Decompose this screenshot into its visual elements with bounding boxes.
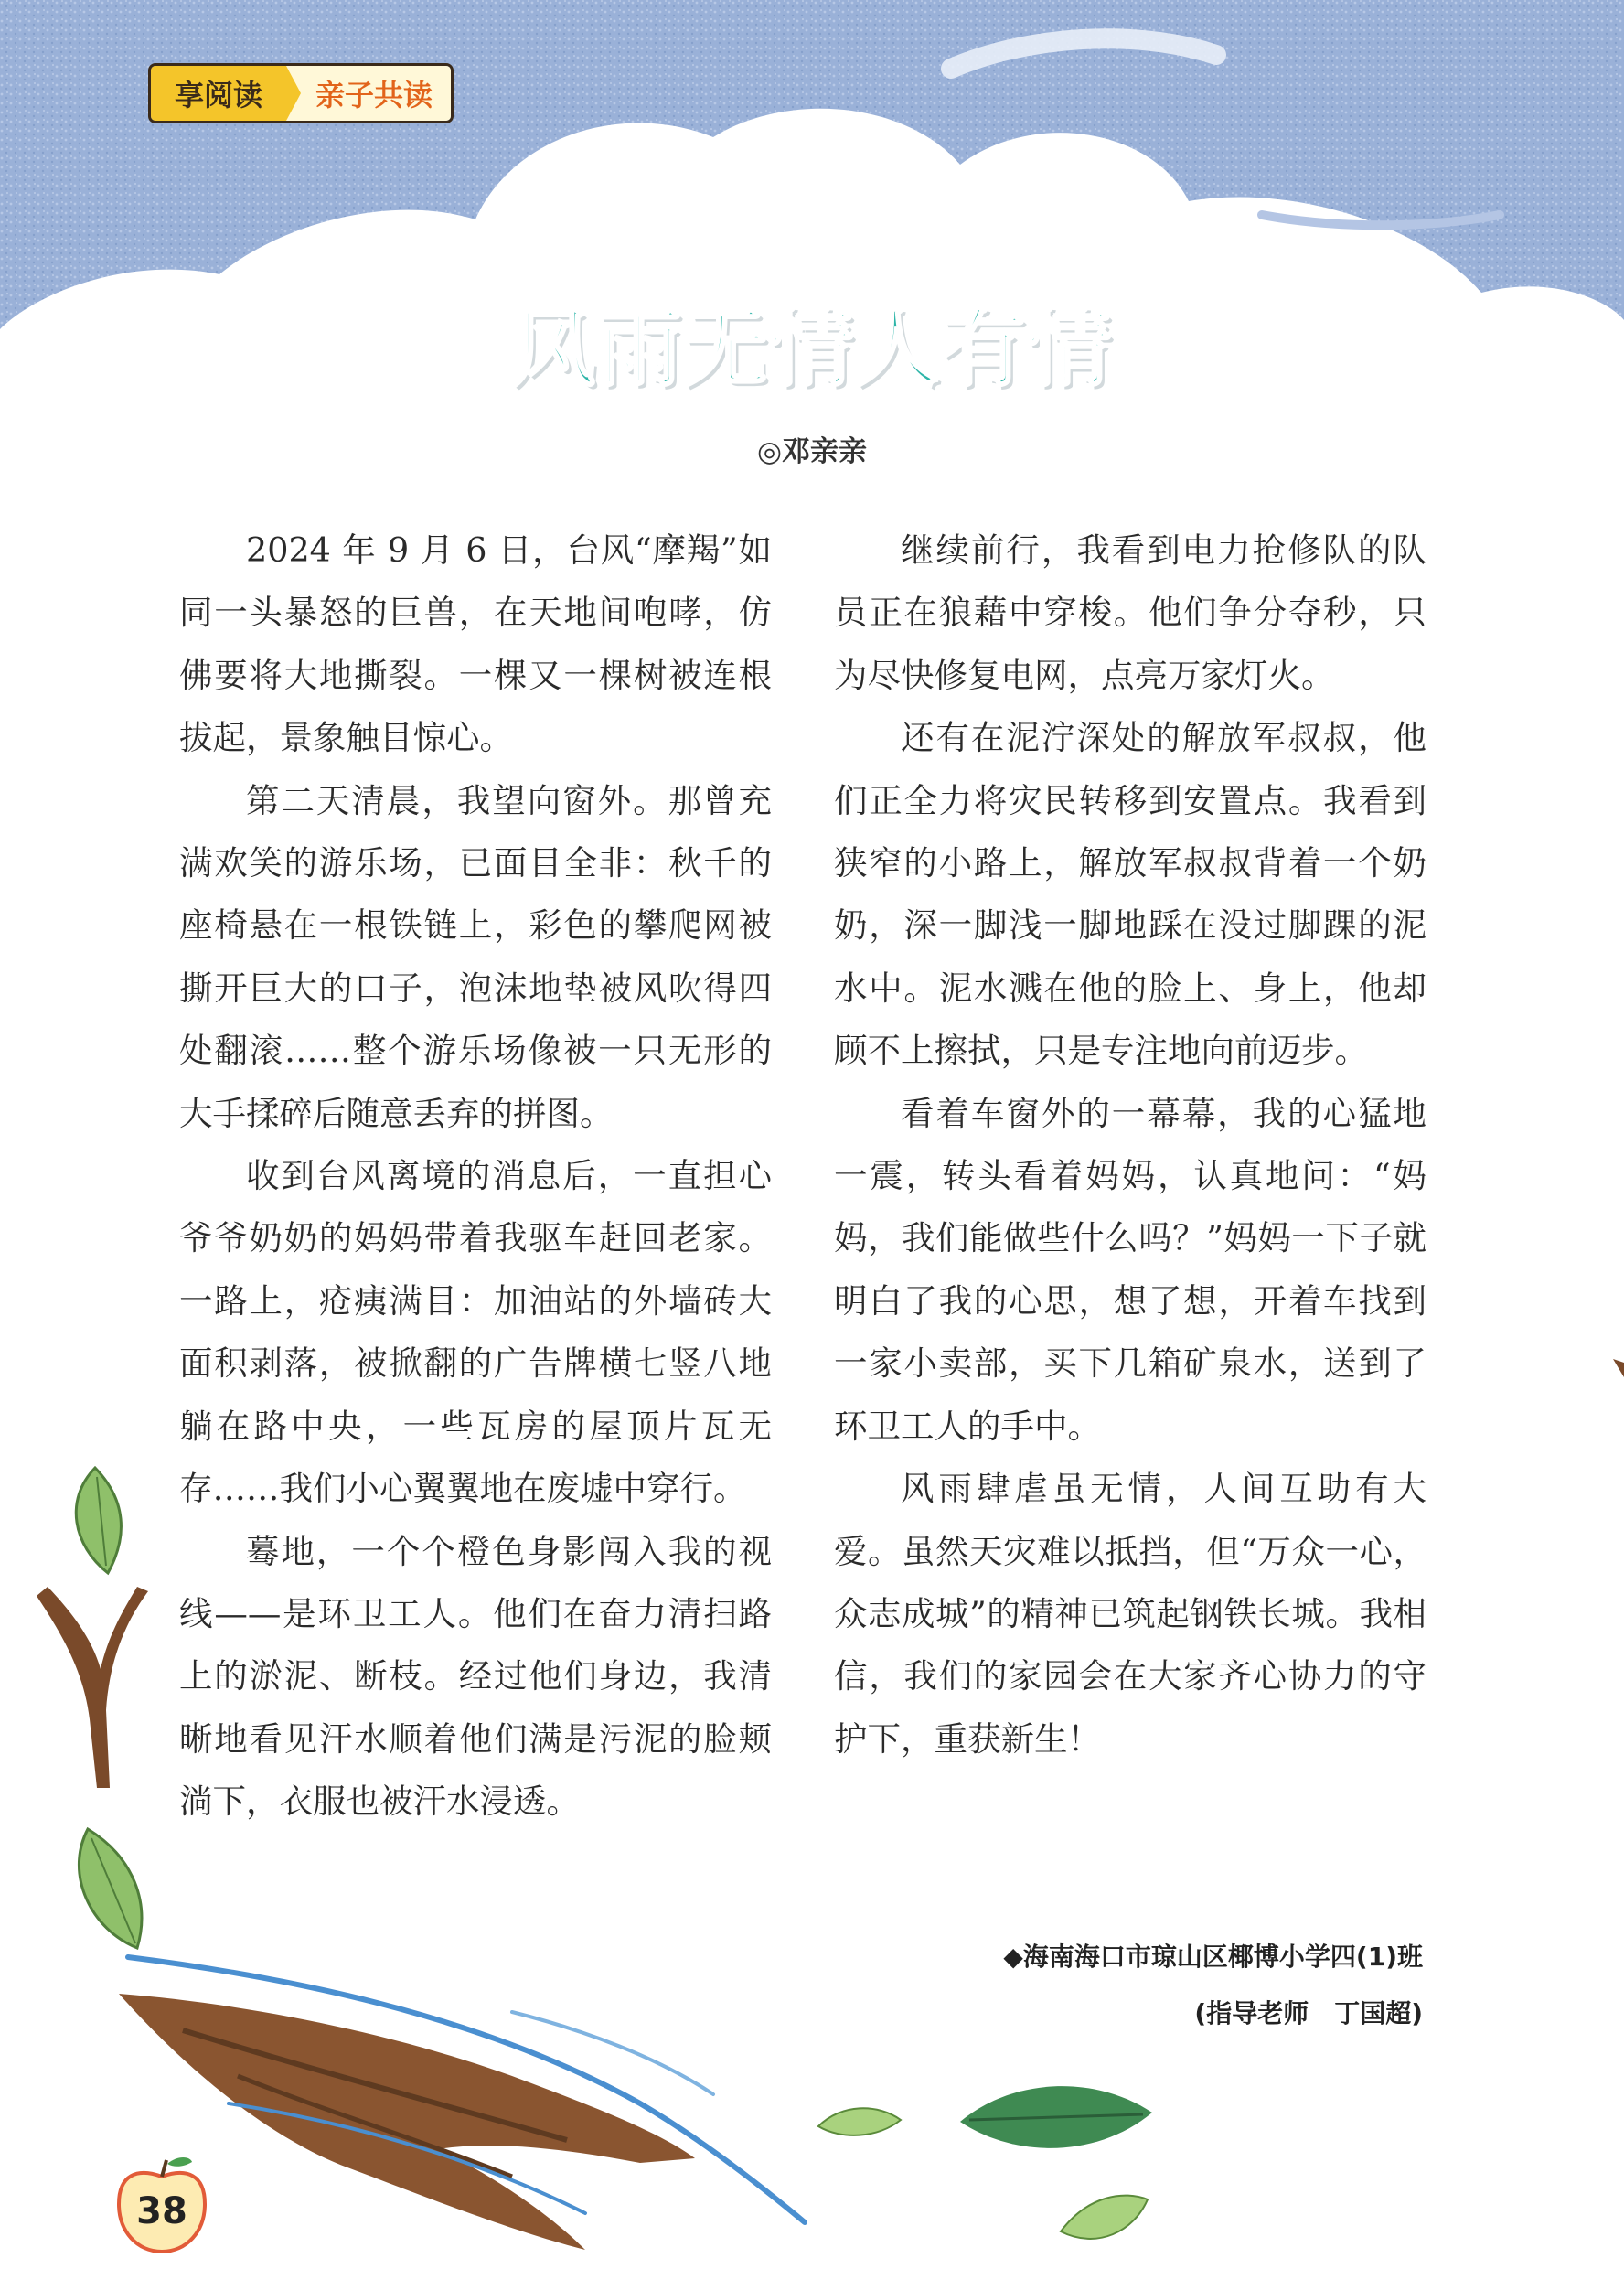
paragraph: 2024 年 9 月 6 日，台风“摩羯”如同一头暴怒的巨兽，在天地间咆哮，仿佛要将大地撕裂。一棵又一棵树被连根拔起，景象触目惊心。 [179, 530, 772, 758]
article-title: 风雨无情人有情 [510, 300, 1113, 398]
author-school: ◆海南海口市琼山区椰博小学四(1)班 [1003, 1942, 1423, 1972]
text-column-right [834, 519, 1426, 1771]
paragraph: 还有在泥泞深处的解放军叔叔，他们正全力将灾民转移到安置点。我看到狭窄的小路上，解放军叔叔背着一个奶奶，深一脚浅一脚地踩在没过脚踝的泥水中。泥水溅在他的脸上、身上，他却顾不上擦拭，只是专注地向前迈步。 [834, 718, 1426, 1071]
page-number: 38 [136, 2190, 187, 2232]
paragraph: 第二天清晨，我望向窗外。那曾充满欢笑的游乐场，已面目全非：秋千的座椅悬在一根铁链上，彩色的攀爬网被撕开巨大的口子，泡沫地垫被风吹得四处翻滚……整个游乐场像被一只无形的大手揉碎后随意丢弃的拼图。 [179, 780, 772, 1133]
paragraph: 风雨肆虐虽无情，人间互助有大爱。虽然天灾难以抵挡，但“万众一心，众志成城”的精神已筑起钢铁长城。我相信，我们的家园会在大家齐心协力的守护下，重获新生！ [834, 1469, 1426, 1759]
tag-subcategory: 亲子共读 [286, 66, 451, 121]
instructor-credit: (指导老师 丁国超) [1194, 1998, 1423, 2028]
article-author: ◎邓亲亲 [756, 435, 868, 468]
section-tag [148, 63, 454, 123]
paragraph: 蓦地，一个个橙色身影闯入我的视线——是环卫工人。他们在奋力清扫路上的淤泥、断枝。经过他们身边，我清晰地看见汗水顺着他们满是污泥的脸颊淌下，衣服也被汗水浸透。 [179, 1531, 772, 1822]
paragraph: 收到台风离境的消息后，一直担心爷爷奶奶的妈妈带着我驱车赶回老家。一路上，疮痍满目：加油站的外墙砖大面积剥落，被掀翻的广告牌横七竖八地躺在路中央，一些瓦房的屋顶片瓦无存……我们小心翼翼地在废墟中穿行。 [179, 1156, 772, 1509]
text-column-left [179, 519, 772, 1834]
tag-category: 享阅读 [151, 66, 286, 121]
paragraph: 看着车窗外的一幕幕，我的心猛地一震，转头看着妈妈，认真地问：“妈妈，我们能做些什么吗？”妈妈一下子就明白了我的心思，想了想，开着车找到一家小卖部，买下几箱矿泉水，送到了环卫工人的手中。 [834, 1093, 1426, 1446]
paragraph: 继续前行，我看到电力抢修队的队员正在狼藉中穿梭。他们争分夺秒，只为尽快修复电网，点亮万家灯火。 [834, 530, 1426, 695]
